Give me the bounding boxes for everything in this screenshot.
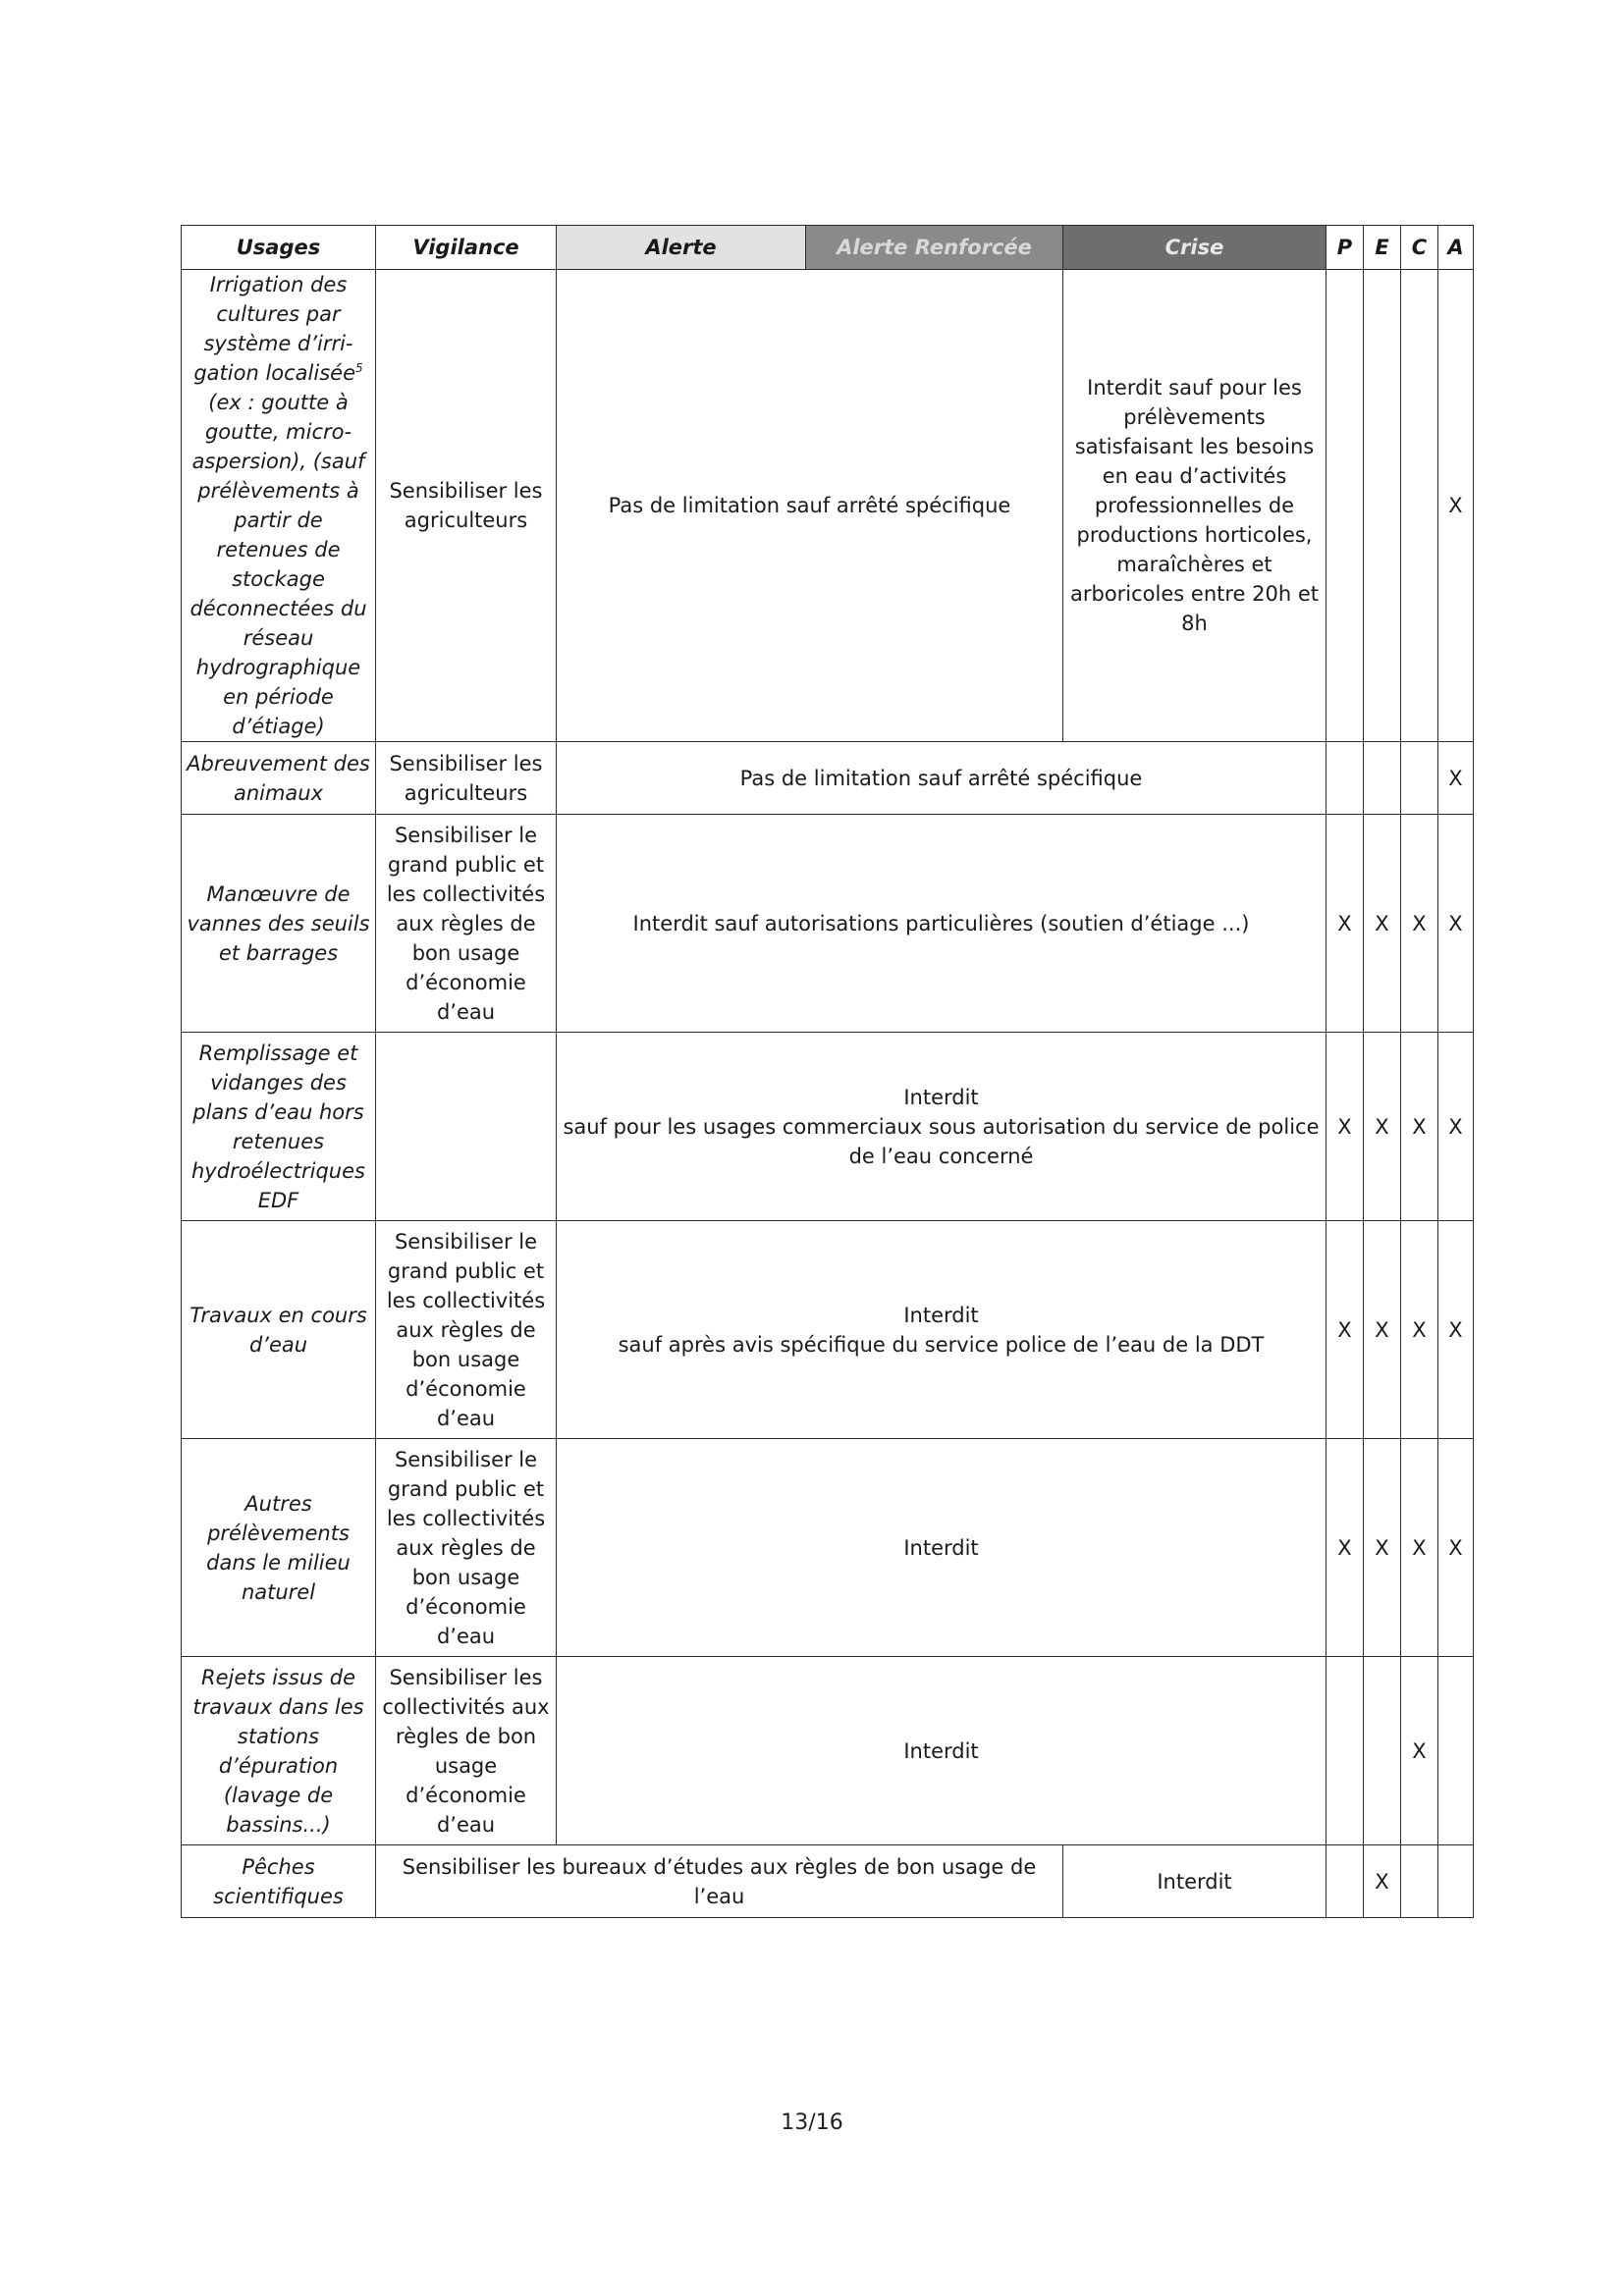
e-mark: X	[1364, 1439, 1401, 1657]
p-mark	[1326, 1657, 1364, 1845]
table-row	[182, 815, 1474, 1033]
header-alerte-renforcee: Alerte Renforcée	[806, 226, 1063, 270]
vigilance-cell: Sensibiliser les collectivités aux règles de bon usage d’économie d’eau	[376, 1657, 557, 1845]
a-mark: X	[1438, 1221, 1474, 1439]
vigilance-cell	[376, 1033, 557, 1221]
measure-line-1: Interdit	[903, 1303, 979, 1327]
header-usages: Usages	[182, 226, 376, 270]
header-crise: Crise	[1063, 226, 1326, 270]
usage-cell: Travaux en cours d’eau	[182, 1221, 376, 1439]
e-mark: X	[1364, 1845, 1401, 1918]
p-mark: X	[1326, 1221, 1364, 1439]
e-mark	[1364, 1657, 1401, 1845]
c-mark	[1401, 270, 1438, 742]
vigilance-cell: Sensibiliser le grand public et les collectivités aux règles de bon usage d’économie d’eau	[376, 1439, 557, 1657]
measure-cell: Interdit sauf autorisations particulières (soutien d’étiage ...)	[557, 815, 1326, 1033]
e-mark: X	[1364, 1221, 1401, 1439]
crise-cell: Interdit sauf pour les prélèvements satisfaisant les besoins en eau d’activités professionnelles de productions horticoles, maraîchères et arboricoles entre 20h et 8h	[1063, 270, 1326, 742]
usage-cell: Manœuvre de vannes des seuils et barrages	[182, 815, 376, 1033]
c-mark	[1401, 742, 1438, 815]
e-mark: X	[1364, 815, 1401, 1033]
p-mark	[1326, 270, 1364, 742]
measure-cell: Pas de limitation sauf arrêté spécifique	[557, 742, 1326, 815]
header-a: A	[1438, 226, 1474, 270]
a-mark	[1438, 1657, 1474, 1845]
p-mark: X	[1326, 1439, 1364, 1657]
table-row	[182, 1657, 1474, 1845]
usage-text: Irrigation des cultures par système d’irri-gation localisée	[193, 273, 355, 385]
table-row	[182, 1033, 1474, 1221]
table-row	[182, 270, 1474, 742]
usage-cell: Abreuvement des animaux	[182, 742, 376, 815]
c-mark: X	[1401, 1657, 1438, 1845]
c-mark: X	[1401, 1033, 1438, 1221]
p-mark	[1326, 742, 1364, 815]
measure-cell	[557, 1221, 1326, 1439]
a-mark: X	[1438, 742, 1474, 815]
usage-cell: Pêches scientifiques	[182, 1845, 376, 1918]
measure-line-1: Interdit	[903, 1085, 979, 1109]
table-header-row	[182, 226, 1474, 270]
vigilance-cell: Sensibiliser le grand public et les collectivités aux règles de bon usage d’économie d’eau	[376, 815, 557, 1033]
e-mark	[1364, 742, 1401, 815]
page-number: 13/16	[781, 2110, 843, 2135]
measure-line-2: sauf après avis spécifique du service police de l’eau de la DDT	[618, 1332, 1265, 1357]
a-mark	[1438, 1845, 1474, 1918]
e-mark	[1364, 270, 1401, 742]
crise-cell: Interdit	[1063, 1845, 1326, 1918]
measure-line-2: sauf pour les usages commerciaux sous autorisation du service de police de l’eau concerné	[563, 1114, 1320, 1168]
usage-cell	[182, 270, 376, 742]
a-mark: X	[1438, 1033, 1474, 1221]
header-alerte: Alerte	[557, 226, 806, 270]
table-row	[182, 1439, 1474, 1657]
p-mark: X	[1326, 815, 1364, 1033]
alerte-cell: Pas de limitation sauf arrêté spécifique	[557, 270, 1063, 742]
footnote-marker: 5	[355, 361, 363, 375]
table-row	[182, 742, 1474, 815]
usage-cell: Autres prélèvements dans le milieu naturel	[182, 1439, 376, 1657]
usage-cell: Remplissage et vidanges des plans d’eau hors retenues hydroélectriques EDF	[182, 1033, 376, 1221]
e-mark: X	[1364, 1033, 1401, 1221]
usage-restrictions-table	[181, 225, 1474, 1918]
table-row	[182, 1845, 1474, 1918]
p-mark	[1326, 1845, 1364, 1918]
vigilance-cell: Sensibiliser les agriculteurs	[376, 270, 557, 742]
header-p: P	[1326, 226, 1364, 270]
measure-cell	[557, 1033, 1326, 1221]
vigilance-cell: Sensibiliser les agriculteurs	[376, 742, 557, 815]
vigilance-cell: Sensibiliser le grand public et les collectivités aux règles de bon usage d’économie d’eau	[376, 1221, 557, 1439]
p-mark: X	[1326, 1033, 1364, 1221]
c-mark	[1401, 1845, 1438, 1918]
header-vigilance: Vigilance	[376, 226, 557, 270]
header-c: C	[1401, 226, 1438, 270]
c-mark: X	[1401, 1221, 1438, 1439]
table-row	[182, 1221, 1474, 1439]
a-mark: X	[1438, 815, 1474, 1033]
measure-cell: Interdit	[557, 1657, 1326, 1845]
header-e: E	[1364, 226, 1401, 270]
vigilance-alerte-cell: Sensibiliser les bureaux d’études aux règles de bon usage de l’eau	[376, 1845, 1063, 1918]
a-mark: X	[1438, 270, 1474, 742]
a-mark: X	[1438, 1439, 1474, 1657]
c-mark: X	[1401, 815, 1438, 1033]
c-mark: X	[1401, 1439, 1438, 1657]
usage-text-continued: (ex : goutte à goutte, micro-aspersion), (sauf prélèvements à partir de retenues de stockage déconnectées du réseau hydrographique en période d’étiage)	[189, 391, 367, 738]
usage-cell: Rejets issus de travaux dans les stations d’épuration (lavage de bassins...)	[182, 1657, 376, 1845]
measure-cell: Interdit	[557, 1439, 1326, 1657]
